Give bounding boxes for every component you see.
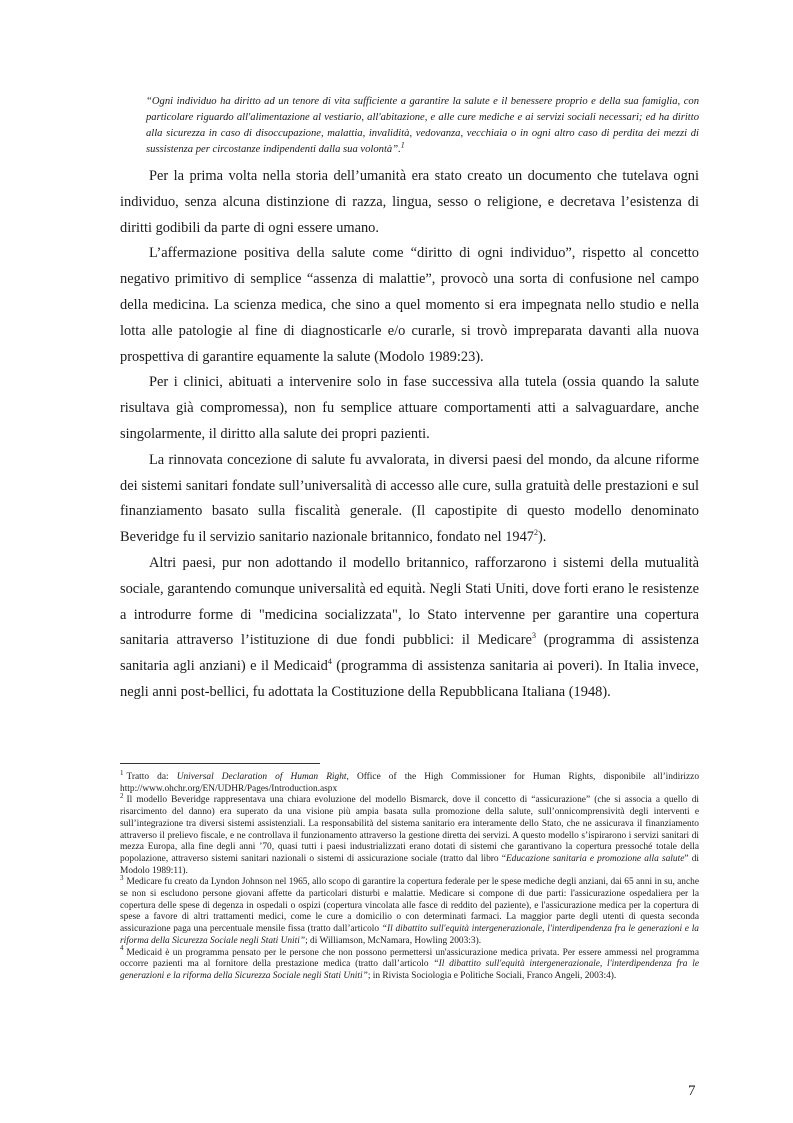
page-number: 7 bbox=[688, 1083, 696, 1099]
paragraph-5 bbox=[120, 551, 699, 706]
footnote-1-text-a: Tratto da: bbox=[126, 772, 177, 782]
paragraph-3: Per i clinici, abituati a intervenire solo in fase successiva alla tutela (ossia quando la salute risultava già compromessa), non fu semplice attuare comportamenti atti a salvaguardare, anche singolarmente, il diritto alla salute dei propri pazienti. bbox=[120, 374, 699, 442]
footnote-4-text-a: Medicaid è un programma pensato per le persone che non possono permettersi un'assicurazione medica privata. Per essere ammessi nel programma occorre pazienti ma al fornitore della prestazione medica (tratto dall’articolo bbox=[120, 947, 699, 970]
paragraph-1: Per la prima volta nella storia dell’umanità era stato creato un documento che tutelava ogni individuo, senza alcuna distinzione di razza, lingua, sesso o religione, e decretava l’esistenza di diritti godibili da parte di ogni essere umano. bbox=[120, 168, 699, 236]
footnote-3-title: “Il dibattito sull'equità intergenerazionale, l'interdipendenza fra le generazioni e la riforma della Sicurezza Sociale negli Stati Uniti” bbox=[120, 924, 699, 946]
footnote-2 bbox=[120, 792, 699, 877]
footnote-3-number: 3 bbox=[120, 874, 124, 883]
footnote-4-title: “Il dibattito sull'equità intergenerazionale, l'interdipendenza fra le generazioni e la riforma della Sicurezza Sociale negli Stati Uniti” bbox=[120, 959, 699, 981]
footnote-2-title: Educazione sanitaria e promozione alla salute bbox=[505, 853, 685, 864]
paragraph-5-part-b: (programma di assistenza sanitaria agli anziani) e il Medicaid bbox=[120, 632, 699, 675]
paragraph-2: L’affermazione positiva della salute come “diritto di ogni individuo”, rispetto al concetto negativo primitivo di semplice “assenza di malattie”, provocò una sorta di confusione nel campo della medicina. La scienza medica, che sino a quel momento si era impegnata nello studio e nella lotta alle patologie al fine di diagnosticarle e/o curarle, si trovò impreparata davanti alla nuova prospettiva di garantire equamente la salute (Modolo 1989:23). bbox=[120, 245, 699, 365]
footnote-1-number: 1 bbox=[120, 768, 124, 777]
paragraph-4-text: La rinnovata concezione di salute fu avvalorata, in diversi paesi del mondo, da alcune riforme dei sistemi sanitari fondate sull’universalità di accesso alle cure, sulla gratuità delle prestazioni e sul finanziamento basato sulla fiscalità generale. (Il capostipite di questo modello denominato Beveridge fu il servizio sanitario nazionale britannico, fondato nel 1947 bbox=[120, 451, 699, 546]
footnote-4 bbox=[120, 944, 699, 983]
block-quote bbox=[146, 94, 699, 158]
footnote-2-number: 2 bbox=[120, 792, 124, 801]
footnote-1-title: Universal Declaration of Human Right, bbox=[176, 772, 349, 782]
footnote-ref-1[interactable]: 1 bbox=[400, 140, 405, 150]
footnote-2-text-a: Il modello Beveridge rappresentava una chiara evoluzione del modello Bismarck, dove il concetto di “assicurazione” (che si associa a quello di risarcimento del danno) era superato da una visione più ampia basata sulla promozione della salute, sull’onnicomprensività degli interventi e sull’integrazione tra diversi sistemi assistenziali. La responsabilità del sistema sanitario era interamente dello Stato, che ne assicurava il finanziamento attraverso il prelievo fiscale, e ne controllava il funzionamento attraverso la gestione diretta dei servizi. A questo modello s’ispirarono i servizi sanitari di mezza Europa, alla fine degli anni ’70, quasi tutti i paesi industrializzati erano dotati di sistemi che garantivano la copertura pressoché totale della popolazione, attraverso sistemi sanitari nazionali o sistemi di assicurazione sociale (tratto dal libro “ bbox=[120, 795, 699, 864]
footnote-ref-2[interactable]: 2 bbox=[534, 528, 538, 538]
footnote-4-number: 4 bbox=[120, 944, 124, 953]
footnotes bbox=[120, 768, 700, 983]
footnote-3 bbox=[120, 874, 699, 947]
footnote-1-text-b: Office of the High Commissioner for Human Rights, disponibile all’indirizzo http://www.ohchr.org/EN/UDHR/Pages/Introduction.aspx bbox=[120, 772, 700, 794]
footnote-ref-3[interactable]: 3 bbox=[531, 631, 536, 641]
paragraph-4-end: ). bbox=[538, 529, 547, 546]
footnote-3-text-b: ; di Williamson, McNamara, Howling 2003:3). bbox=[305, 935, 482, 946]
footnote-ref-4[interactable]: 4 bbox=[327, 657, 332, 667]
body-text bbox=[120, 164, 699, 706]
footnote-divider bbox=[120, 763, 320, 764]
footnote-4-text-b: ; in Rivista Sociologia e Politiche Sociali, Franco Angeli, 2003:4). bbox=[367, 970, 617, 981]
paragraph-5-part-c: (programma di assistenza sanitaria ai poveri). In Italia invece, negli anni post-bellici, fu adottata la Costituzione della Repubblicana Italiana (1948). bbox=[120, 658, 699, 700]
paragraph-5-part-a: Altri paesi, pur non adottando il modello britannico, rafforzarono i sistemi della mutualità sociale, garantendo comunque universalità ed equità. Negli Stati Uniti, dove forti erano le resistenze a introdurre forme di "medicina socializzata", lo Stato intervenne per garantire una copertura sanitaria attraverso l’istituzione di due fondi pubblici: il Medicare bbox=[120, 554, 699, 649]
footnote-3-text-a: Medicare fu creato da Lyndon Johnson nel 1965, allo scopo di garantire la copertura federale per le spese mediche degli anziani, dai 65 anni in su, anche se non si escludono persone giovani affette da particolari disturbi e malattie. Medicare si compone di due parti: l'assicurazione ospedaliera per la copertura delle spese di degenza in ospedali o ospizi (copertura vincolata alle fasce di reddito del paziente), e l'assicurazione medica per la copertura di spese a favore di altri trattamenti medici, come le cure a domicilio o con determinati farmaci. La maggior parte degli utenti di questa seconda assicurazione paga una percentuale mensile fissa (tratto dall’articolo bbox=[120, 877, 699, 935]
paragraph-4 bbox=[120, 448, 699, 551]
footnote-2-text-b: ” di Modolo 1989:11). bbox=[120, 853, 699, 876]
footnote-1 bbox=[120, 768, 700, 795]
quote-text: “Ogni individuo ha diritto ad un tenore di vita sufficiente a garantire la salute e il benessere proprio e della sua famiglia, con particolare riguardo all'alimentazione al vestiario, all'abitazione, e alle cure mediche e ai servizi sociali necessari; ed ha diritto alla sicurezza in caso di disoccupazione, malattia, invalidità, vedovanza, vecchiaia o in ogni altro caso di perdita dei mezzi di sussistenza per circostanze indipendenti dalla sua volontà”. bbox=[146, 96, 699, 155]
